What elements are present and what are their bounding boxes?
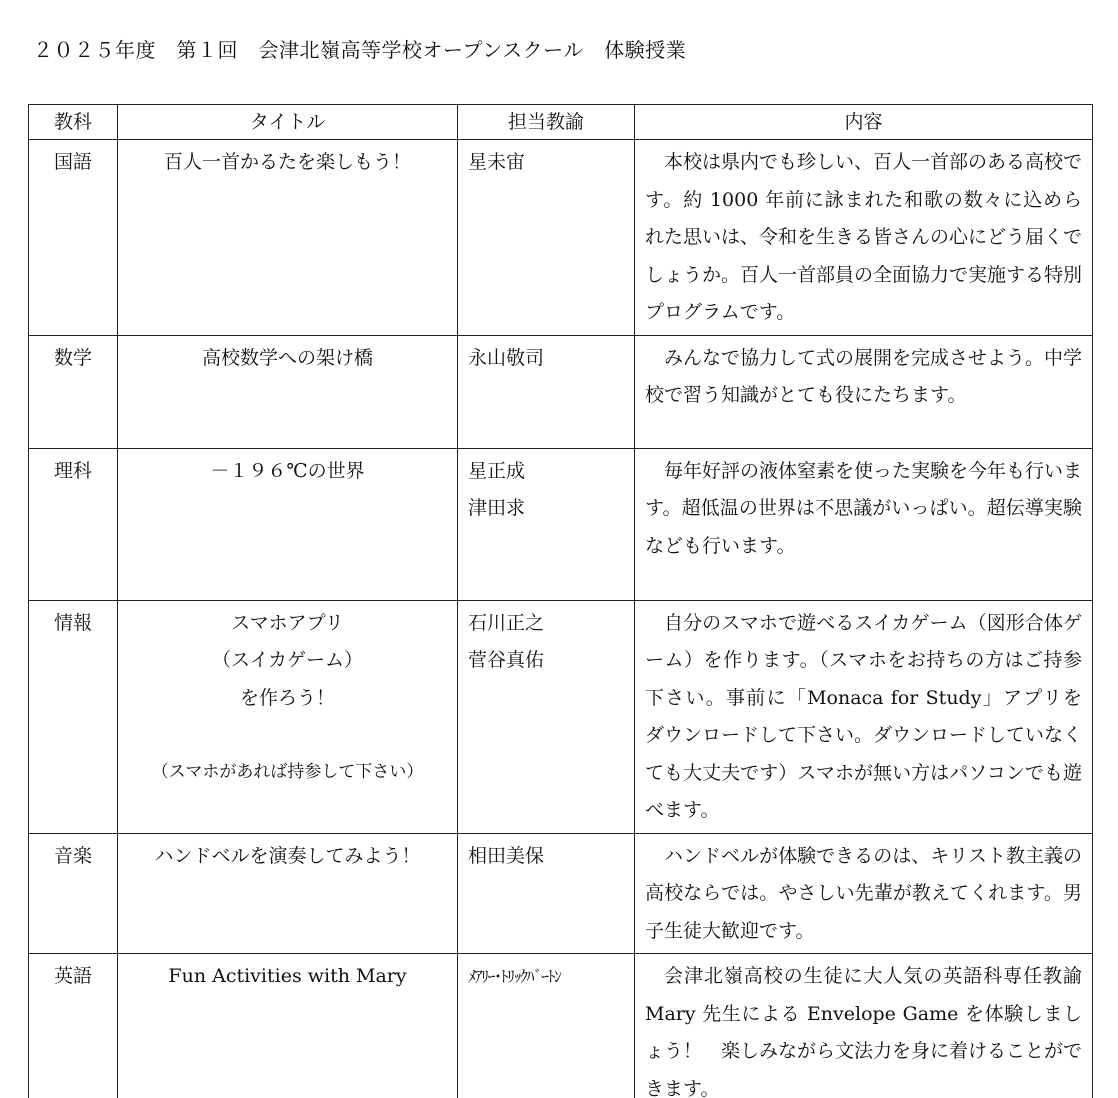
content-cell: 毎年好評の液体窒素を使った実験を今年も行います。超低温の世界は不思議がいっぱい。超伝導実験なども行います。 [635,448,1093,600]
header-content: 内容 [635,105,1093,140]
teacher-name: 星正成 [468,459,526,482]
subject-cell: 理科 [29,448,118,600]
title-cell [118,600,458,833]
subject-cell: 音楽 [29,833,118,954]
teacher-cell [458,448,635,600]
teacher-cell [458,140,635,336]
teacher-cell [458,335,635,448]
teacher-name: 石川正之 [468,611,545,634]
title-line: （スイカゲーム） [211,649,364,671]
title-cell [118,954,458,1098]
title-cell [118,833,458,954]
teacher-name: 相田美保 [468,844,545,867]
content-cell: ハンドベルが体験できるのは、キリスト教主義の高校ならでは。やさしい先輩が教えてくれます。男子生徒大歓迎です。 [635,833,1093,954]
table-row [29,140,1093,336]
title-line: 高校数学への架け橋 [201,346,373,369]
teacher-name: 永山敬司 [468,346,545,369]
subject-cell: 情報 [29,600,118,833]
subject-cell: 国語 [29,140,118,336]
document-title: ２０２５年度 第１回 会津北嶺高等学校オープンスクール 体験授業 [33,38,687,62]
title-note: （スマホがあれば持参して下さい） [151,762,424,782]
teacher-name: ﾒｱﾘｰ･ﾄﾘｯｸﾊﾞｰﾄﾝ [468,967,561,986]
content-cell: みんなで協力して式の展開を完成させよう。中学校で習う知識がとても役にたちます。 [635,335,1093,448]
content-cell: 会津北嶺高校の生徒に大人気の英語科専任教諭 Mary 先生による Envelope Game を体験しましょう！ 楽しみながら文法力を身に着けることができます。 [635,954,1093,1098]
class-schedule-table [28,104,1093,1098]
header-title: タイトル [118,105,458,140]
table-header-row [29,105,1093,140]
content-cell: 自分のスマホで遊べるスイカゲーム（図形合体ゲーム）を作ります。（スマホをお持ちの方はご持参下さい。事前に「Monaca for Study」アプリをダウンロードして下さい。ダウンロードしていなくても大丈夫です）スマホが無い方はパソコンでも遊べます。 [635,600,1093,833]
title-line: を作ろう！ [239,686,335,709]
teacher-cell [458,833,635,954]
teacher-cell [458,600,635,833]
title-line: スマホアプリ [231,611,344,634]
teacher-cell [458,954,635,1098]
table-row [29,833,1093,954]
subject-cell: 英語 [29,954,118,1098]
next-page-text-fragment [0,1092,1118,1098]
header-teacher: 担当教諭 [458,105,635,140]
title-line: －１９６℃の世界 [210,459,365,482]
title-line: 百人一首かるたを楽しもう！ [163,151,411,173]
title-line: Fun Activities with Mary [168,965,407,987]
teacher-name: 菅谷真佑 [468,649,545,671]
header-subject: 教科 [29,105,118,140]
table-row [29,335,1093,448]
teacher-name: 星未宙 [468,151,526,173]
table-row [29,954,1093,1098]
title-cell [118,448,458,600]
subject-cell: 数学 [29,335,118,448]
title-cell [118,335,458,448]
table-row [29,600,1093,833]
teacher-name: 津田求 [468,497,526,519]
title-line: ハンドベルを演奏してみよう！ [154,844,421,867]
title-cell [118,140,458,336]
table-row [29,448,1093,600]
content-cell: 本校は県内でも珍しい、百人一首部のある高校です。約 1000 年前に詠まれた和歌の数々に込められた思いは、令和を生きる皆さんの心にどう届くでしょうか。百人一首部員の全面協力で実施する特別プログラムです。 [635,140,1093,336]
